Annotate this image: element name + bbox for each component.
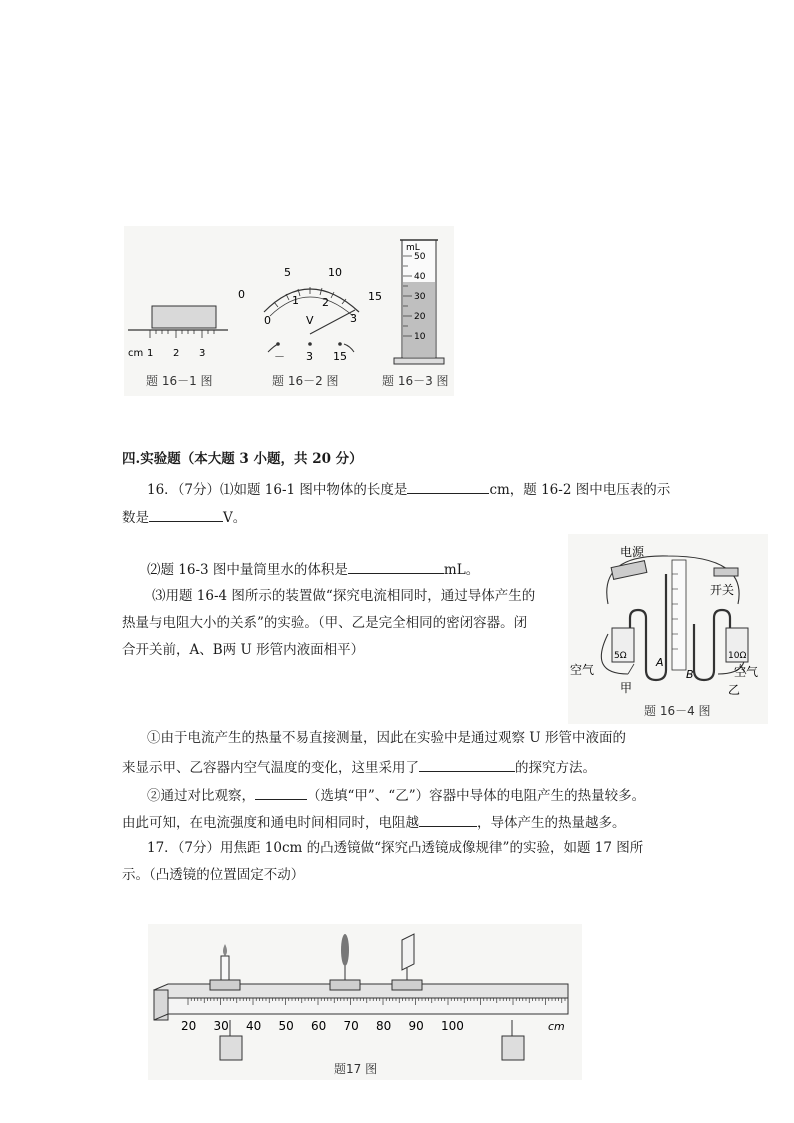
q16-voltage-blank[interactable]: [149, 507, 223, 522]
joule-heating-figure: [568, 534, 768, 724]
q16-resistance-blank[interactable]: [419, 812, 477, 827]
volt-outer-5: 5: [284, 266, 291, 279]
bench-unit-label: cm: [548, 1020, 565, 1033]
bench-tick-label: 60: [311, 1019, 327, 1033]
q16-line2: [122, 507, 246, 527]
bench-tick-label: 30: [213, 1019, 229, 1033]
volt-inner-0: 0: [264, 314, 271, 327]
ruler-tick-2: 2: [173, 348, 180, 359]
bench-tick-label: 80: [376, 1019, 392, 1033]
bench-tick-label: 90: [408, 1019, 424, 1033]
q16-container-blank[interactable]: [255, 785, 307, 800]
q16-volume-blank[interactable]: [348, 559, 444, 574]
ruler-figure: [124, 226, 234, 396]
q16-sub2-text-b: （选填“甲”、“乙”）容器中导体的电阻产生的热量较多。: [307, 788, 646, 804]
q16-sub2-line1: [147, 785, 645, 805]
power-label: 电源: [620, 545, 645, 559]
q17-line1: 17．（7分）用焦距 10cm 的凸透镜做“探究凸透镜成像规律”的实验，如题 17 图所: [147, 840, 644, 856]
q16-sub2-line2: [122, 812, 626, 832]
q16-sub2-text-d: ，导体产生的热量越多。: [477, 815, 626, 831]
cylinder-unit: mL: [406, 243, 420, 253]
q16-sub1-line1: ①由于电流产生的热量不易直接测量，因此在实验中是通过观察 U 形管中液面的: [147, 730, 626, 746]
bench-tick-label: 50: [278, 1019, 294, 1033]
cylinder-figure: [384, 226, 454, 396]
optical-bench-drawing: [148, 924, 582, 1080]
q16-method-blank[interactable]: [419, 757, 515, 772]
volt-outer-0: 0: [238, 288, 245, 301]
ruler-tick-3: 3: [199, 348, 206, 359]
tube-b-label: B: [686, 668, 694, 681]
q16-line2-text-a: 数是: [122, 510, 149, 526]
q16-line1-text-b: cm，题 16-2 图中电压表的示: [489, 482, 671, 498]
volt-inner-3: 3: [350, 312, 357, 325]
cylinder-tick-40: 40: [414, 272, 426, 282]
container-left-label: 甲: [620, 681, 633, 695]
q16-part2: [147, 559, 479, 579]
cylinder-tick-30: 30: [414, 292, 426, 302]
q16-sub1-text-b: 的探究方法。: [515, 760, 596, 776]
q16-sub1-text-a: 来显示甲、乙容器内空气温度的变化，这里采用了: [122, 760, 419, 776]
q16-line1: [147, 479, 670, 499]
cylinder-tick-50: 50: [414, 252, 426, 262]
fig16-4-caption: 题 16－4 图: [644, 704, 711, 718]
q16-line1-text-a: 16．（7分）⑴如题 16-1 图中物体的长度是: [147, 482, 408, 498]
air-right-label: 空气: [734, 665, 759, 679]
section-title: 四.实验题（本大题 3 小题，共 20 分）: [122, 451, 363, 467]
q16-part2-text-b: mL。: [443, 562, 480, 578]
q16-part3-line2: 热量与电阻大小的关系”的实验。（甲、乙是完全相同的密闭容器。闭: [122, 615, 528, 631]
q16-sub1-line2: [122, 757, 596, 777]
q16-line2-text-b: V。: [223, 510, 247, 526]
volt-meter-label: V: [306, 314, 314, 327]
q16-sub2-text-a: ②通过对比观察，: [147, 788, 255, 804]
volt-outer-15: 15: [368, 290, 382, 303]
fig16-1-caption: 题 16－1 图: [146, 374, 213, 388]
cylinder-tick-10: 10: [414, 332, 426, 342]
container-right-label: 乙: [728, 683, 741, 697]
voltmeter-figure: [234, 226, 384, 396]
volt-outer-10: 10: [328, 266, 342, 279]
ruler-unit: cm: [128, 348, 144, 359]
q17-line2: 示。（凸透镜的位置固定不动）: [122, 867, 305, 883]
volt-inner-2: 2: [322, 296, 329, 309]
volt-terminal-neg: －: [274, 350, 285, 363]
volt-terminal-3: 3: [306, 350, 313, 363]
q16-sub2-text-c: 由此可知，在电流强度和通电时间相同时，电阻越: [122, 815, 419, 831]
ruler-tick-1: 1: [147, 348, 154, 359]
bench-tick-label: 40: [246, 1019, 262, 1033]
fig17-caption: 题17 图: [334, 1062, 378, 1076]
switch-label: 开关: [710, 583, 735, 597]
q16-part2-text-a: ⑵题 16-3 图中量筒里水的体积是: [147, 562, 348, 578]
fig16-2-caption: 题 16－2 图: [272, 374, 339, 388]
air-left-label: 空气: [570, 663, 595, 677]
q16-length-blank[interactable]: [407, 479, 489, 494]
tube-a-label: A: [656, 656, 664, 669]
volt-inner-1: 1: [292, 294, 299, 307]
optical-bench-figure: [148, 924, 582, 1080]
left-resistor-label: 5Ω: [614, 651, 627, 661]
figure-strip-top: [124, 226, 454, 396]
fig16-3-caption: 题 16－3 图: [382, 374, 449, 388]
bench-tick-label: 20: [181, 1019, 197, 1033]
q16-part3-line3: 合开关前，A、B两 U 形管内液面相平）: [122, 642, 365, 658]
volt-terminal-15: 15: [333, 350, 347, 363]
cylinder-tick-20: 20: [414, 312, 426, 322]
q16-part3-line1: ⑶用题 16-4 图所示的装置做“探究电流相同时，通过导体产生的: [152, 588, 536, 604]
joule-heating-drawing: [568, 534, 768, 724]
right-resistor-label: 10Ω: [728, 651, 747, 661]
bench-tick-label: 100: [441, 1019, 464, 1033]
bench-tick-label: 70: [343, 1019, 359, 1033]
